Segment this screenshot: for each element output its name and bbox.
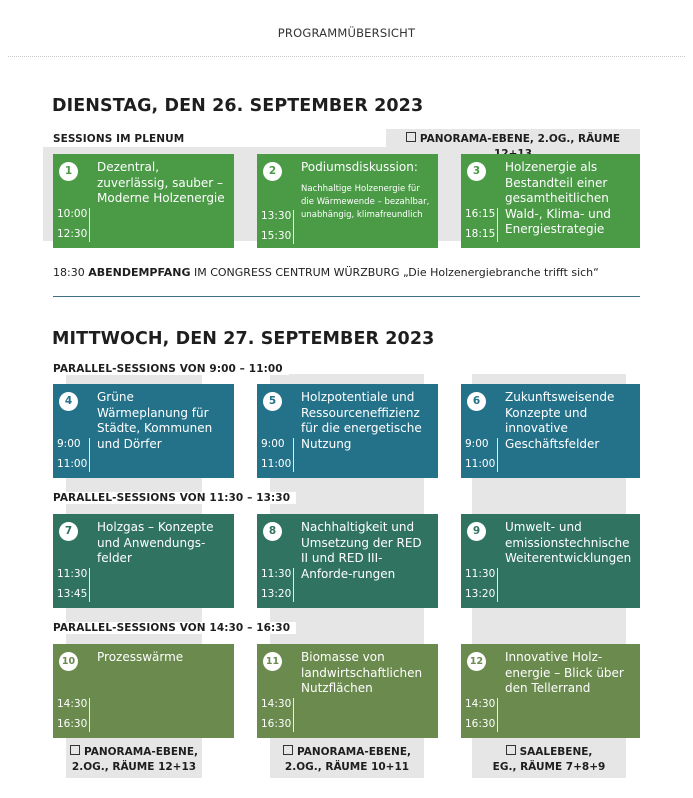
session-start: 11:30 — [57, 568, 88, 580]
time-divider — [497, 568, 498, 602]
checkbox-icon — [506, 745, 516, 755]
session-end: 13:45 — [57, 588, 88, 600]
session-start: 11:30 — [261, 568, 292, 580]
day1-title: DIENSTAG, DEN 26. SEPTEMBER 2023 — [52, 96, 424, 116]
session-end: 13:20 — [261, 588, 292, 600]
session-title: Holzgas – Konzepte und Anwendungs-felder — [97, 520, 214, 565]
session-title: Umwelt- und emissionstechnische Weiterentwicklungen — [505, 520, 632, 565]
session-card-9[interactable] — [461, 514, 640, 608]
session-start: 9:00 — [261, 438, 285, 450]
session-start: 14:30 — [261, 698, 292, 710]
parallel-section-label-1: PARALLEL-SESSIONS VON 9:00 – 11:00 — [53, 363, 289, 375]
checkbox-icon — [406, 132, 416, 142]
time-divider — [293, 438, 294, 472]
session-start: 14:30 — [465, 698, 496, 710]
session-start: 13:30 — [261, 210, 292, 222]
day-divider — [53, 296, 640, 297]
session-start: 11:30 — [465, 568, 496, 580]
session-card-2[interactable] — [257, 154, 438, 248]
session-card-4[interactable] — [53, 384, 234, 478]
session-end: 13:20 — [465, 588, 496, 600]
day1-room: PANORAMA-EBENE, 2.OG., RÄUME — [386, 132, 640, 162]
session-card-10[interactable] — [53, 644, 234, 738]
session-title: Zukunftsweisende Konzepte und innovative Geschäftsfelder — [505, 390, 615, 451]
session-end: 16:30 — [57, 718, 88, 730]
session-number: 2 — [263, 162, 282, 181]
session-card-12[interactable] — [461, 644, 640, 738]
time-divider — [497, 438, 498, 472]
session-card-11[interactable] — [257, 644, 438, 738]
time-divider — [293, 568, 294, 602]
room-label-1: PANORAMA-EBENE, 2.OG., RÄUME 12+13 — [71, 746, 198, 773]
session-start: 14:30 — [57, 698, 88, 710]
session-title: Grüne Wärmeplanung für Städte, Kommunen und Dörfer — [97, 390, 213, 451]
session-number: 5 — [263, 392, 282, 411]
session-end: 11:00 — [465, 458, 496, 470]
session-title: Prozesswärme — [97, 650, 184, 664]
session-card-8[interactable] — [257, 514, 438, 608]
session-number: 4 — [59, 392, 78, 411]
session-start: 10:00 — [57, 208, 88, 220]
session-start: 16:15 — [465, 208, 496, 220]
session-card-6[interactable] — [461, 384, 640, 478]
session-end: 11:00 — [57, 458, 88, 470]
session-title: Nachhaltigkeit und Umsetzung der RED II und RED III-Anforde-rungen — [301, 520, 422, 581]
session-end: 16:30 — [465, 718, 496, 730]
checkbox-icon — [283, 745, 293, 755]
session-title: Holzenergie als Bestandteil einer gesamtheitlichen Wald-, Klima- und Energiestrategie — [505, 160, 611, 236]
session-start: 9:00 — [465, 438, 489, 450]
session-end: 12:30 — [57, 228, 88, 240]
session-card-7[interactable] — [53, 514, 234, 608]
time-divider — [293, 210, 294, 244]
session-title: Biomasse von landwirtschaftlichen Nutzflächen — [301, 650, 423, 695]
day1-section-label: SESSIONS IM PLENUM — [53, 133, 185, 145]
session-number: 6 — [467, 392, 486, 411]
checkbox-icon — [70, 745, 80, 755]
session-title: Innovative Holz-energie – Blick über den Tellerrand — [505, 650, 624, 695]
session-number: 12 — [467, 652, 486, 671]
session-title: Holzpotentiale und Ressourceneffizienz für die energetische Nutzung — [301, 390, 422, 451]
session-end: 16:30 — [261, 718, 292, 730]
session-card-1[interactable] — [53, 154, 234, 248]
session-number: 11 — [263, 652, 282, 671]
parallel-section-label-2: PARALLEL-SESSIONS VON 11:30 – 13:30 — [53, 492, 296, 504]
time-divider — [89, 698, 90, 732]
evening-reception: 18:30 ABENDEMPFANG IM CONGRESS CENTRUM WÜRZBURG „Die Holzenergiebranche trifft sich“ — [53, 266, 599, 279]
session-number: 10 — [59, 652, 78, 671]
time-divider — [497, 208, 498, 242]
session-number: 9 — [467, 522, 486, 541]
session-subtitle: Nachhaltige Holzenergie für die Wärmewende – bezahlbar, unabhängig, klimafreundlich — [301, 184, 430, 220]
session-number: 8 — [263, 522, 282, 541]
day2-title: MITTWOCH, DEN 27. SEPTEMBER 2023 — [52, 329, 435, 349]
session-start: 9:00 — [57, 438, 81, 450]
session-end: 11:00 — [261, 458, 292, 470]
session-number: 1 — [59, 162, 78, 181]
time-divider — [89, 568, 90, 602]
time-divider — [497, 698, 498, 732]
session-number: 7 — [59, 522, 78, 541]
room-label-2: PANORAMA-EBENE, 2.OG., RÄUME 10+11 — [284, 746, 411, 773]
session-title: Podiumsdiskussion: — [301, 160, 418, 174]
time-divider — [89, 438, 90, 472]
parallel-section-label-3: PARALLEL-SESSIONS VON 14:30 – 16:30 — [53, 622, 296, 634]
time-divider — [293, 698, 294, 732]
session-end: 15:30 — [261, 230, 292, 242]
session-end: 18:15 — [465, 228, 496, 240]
session-number: 3 — [467, 162, 486, 181]
page-header: PROGRAMMÜBERSICHT — [277, 26, 416, 40]
dotted-divider — [8, 56, 685, 57]
session-title: Dezentral, zuverlässig, sauber – Moderne Holzenergie — [97, 160, 225, 205]
session-card-5[interactable] — [257, 384, 438, 478]
time-divider — [89, 208, 90, 242]
session-card-3[interactable] — [461, 154, 640, 248]
room-label-3: SAALEBENE, EG., RÄUME 7+8+9 — [492, 746, 606, 773]
